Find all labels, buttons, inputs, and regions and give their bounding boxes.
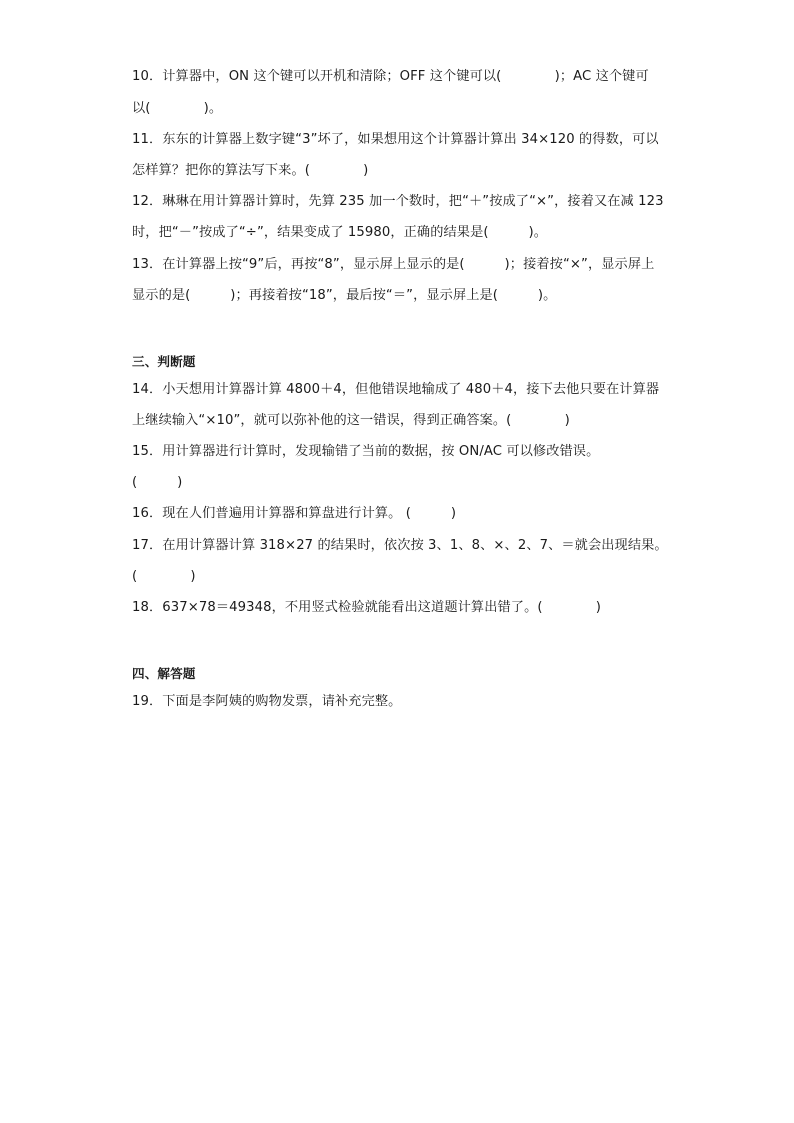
q15-line-2: ( ) [132, 475, 183, 490]
q17-line-2: ( ) [132, 569, 196, 584]
q15-line-1: 15．用计算器进行计算时，发现输错了当前的数据，按 ON/AC 可以修改错误。 [132, 444, 600, 459]
q16-line: 16．现在人们普遍用计算器和算盘进行计算。 ( ) [132, 506, 457, 521]
q10-line-2: 以( )。 [132, 101, 223, 116]
q13-line-2: 显示的是( )；再接着按“18”，最后按“＝”，显示屏上是( )。 [132, 288, 557, 303]
q12-line-2: 时，把“－”按成了“÷”，结果变成了 15980，正确的结果是( )。 [132, 225, 548, 240]
section-heading-judgment: 三、判断题 [132, 354, 196, 369]
q14-line-1: 14．小天想用计算器计算 4800＋4，但他错误地输成了 480＋4，接下去他只要在计算器 [132, 382, 660, 397]
q10-line-1: 10．计算器中，ON 这个键可以开机和清除；OFF 这个键可以( )；AC 这个键可 [132, 69, 649, 84]
q19-line: 19．下面是李阿姨的购物发票，请补充完整。 [132, 694, 402, 709]
q17-line-1: 17．在用计算器计算 318×27 的结果时，依次按 3、1、8、×、2、7、＝就会出现结果。 [132, 538, 668, 553]
q18-line: 18．637×78＝49348，不用竖式检验就能看出这道题计算出错了。( ) [132, 600, 601, 615]
q13-line-1: 13．在计算器上按“9”后，再按“8”，显示屏上显示的是( )；接着按“×”，显示屏上 [132, 257, 655, 272]
section-heading-answer: 四、解答题 [132, 666, 196, 681]
q12-line-1: 12．琳琳在用计算器计算时，先算 235 加一个数时，把“＋”按成了“×”，接着又在减 123 [132, 194, 664, 209]
q14-line-2: 上继续输入“×10”，就可以弥补他的这一错误，得到正确答案。( ) [132, 413, 570, 428]
q11-line-1: 11．东东的计算器上数字键“3”坏了，如果想用这个计算器计算出 34×120 的得数，可以 [132, 132, 659, 147]
q11-line-2: 怎样算？把你的算法写下来。( ) [132, 163, 369, 178]
